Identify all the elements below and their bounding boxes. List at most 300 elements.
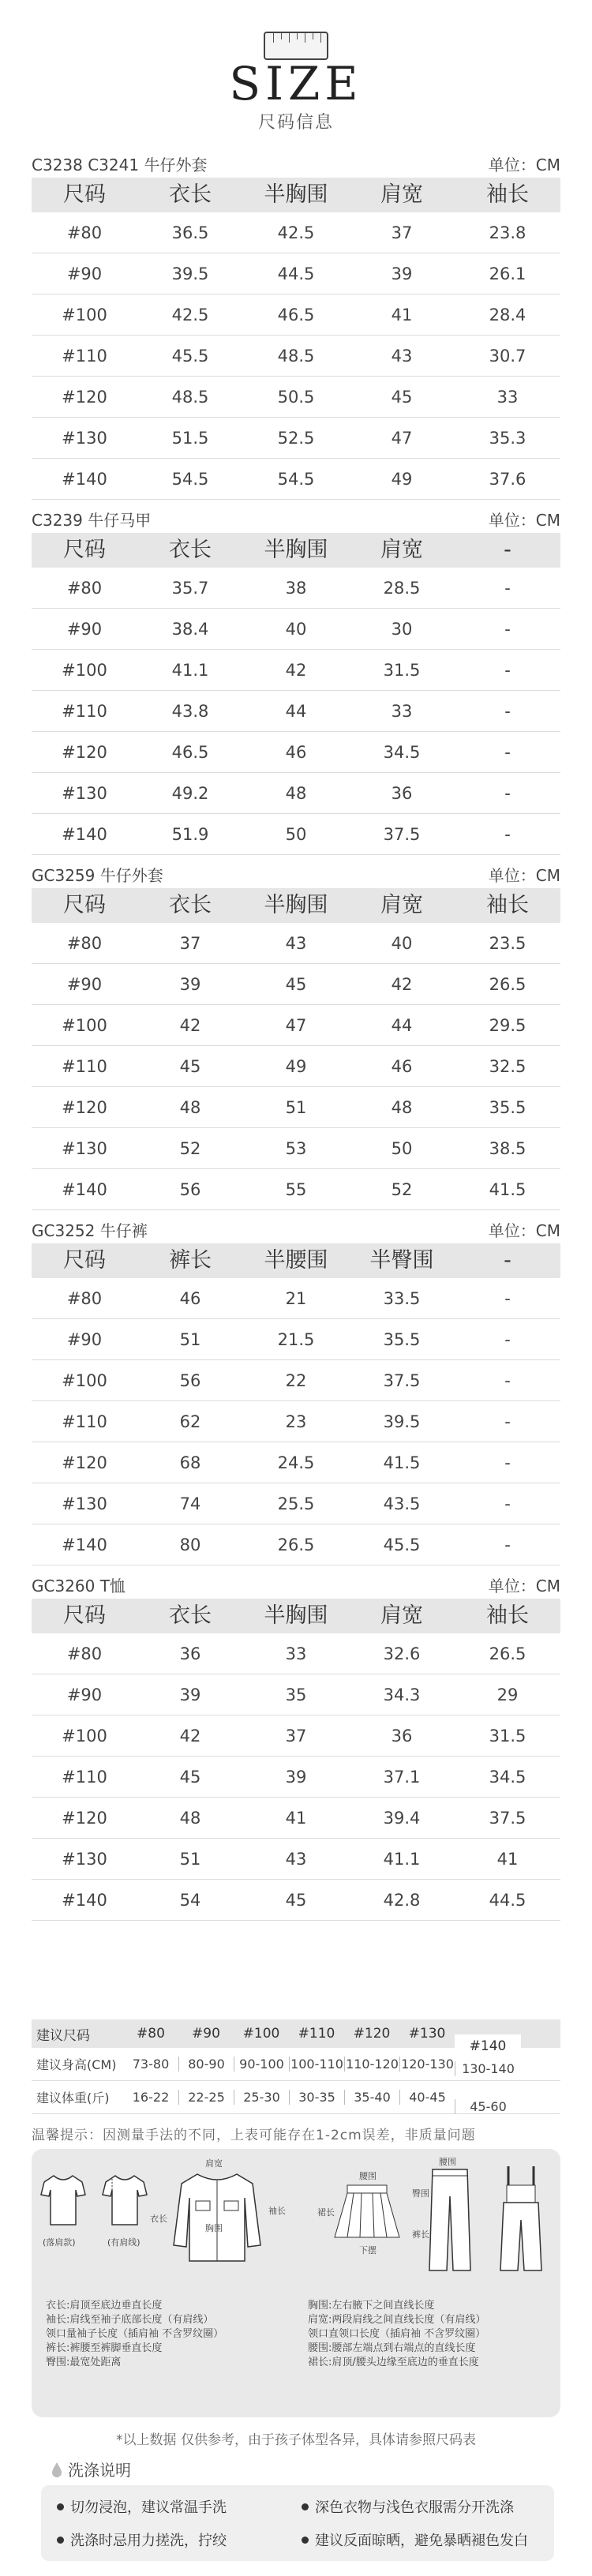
recommend-height: 90-100 xyxy=(234,2057,289,2072)
table-cell: 30.7 xyxy=(489,347,526,366)
table-cell: #140 xyxy=(62,825,107,844)
table-cell: #120 xyxy=(62,1809,107,1828)
table-cell: - xyxy=(504,1494,511,1513)
table-cell: 22 xyxy=(285,1371,307,1390)
table-cell: #120 xyxy=(62,388,107,407)
table-cell: #120 xyxy=(62,1453,107,1472)
pants-icon xyxy=(426,2165,474,2275)
tshirt-drop-shoulder-icon xyxy=(39,2173,87,2229)
table-cell: - xyxy=(504,579,511,598)
wash-instructions xyxy=(41,2485,554,2561)
pants-length-label: 裤长 xyxy=(412,2229,429,2240)
table-cell: 43.5 xyxy=(383,1494,421,1513)
size-subtitle: 尺码信息 xyxy=(257,113,334,133)
definition: 腰围:腰部左端点到右端点的直线长度 xyxy=(308,2342,476,2354)
table-cell: 23 xyxy=(285,1412,307,1431)
table-cell: #120 xyxy=(62,743,107,762)
table-cell: 29 xyxy=(496,1685,519,1704)
table-cell: 34.3 xyxy=(383,1685,421,1704)
table-cell: 41 xyxy=(391,306,413,324)
table-cell: 42 xyxy=(179,1727,201,1745)
hem-label: 下摆 xyxy=(359,2245,377,2255)
table-cell: 44 xyxy=(391,1016,413,1035)
table-cell: - xyxy=(504,1371,511,1390)
column-header: 半胸围 xyxy=(264,1603,328,1628)
table-cell: - xyxy=(504,1535,511,1554)
table-cell: 49 xyxy=(391,470,413,489)
table-header xyxy=(32,533,560,568)
column-header: 衣长 xyxy=(169,182,212,207)
table-cell: #120 xyxy=(62,1098,107,1117)
unit-label: 单位：CM xyxy=(488,156,560,174)
table-cell: 51.5 xyxy=(171,429,209,448)
table-cell: 56 xyxy=(179,1371,201,1390)
table-cell: 48.5 xyxy=(171,388,209,407)
table-cell: 48 xyxy=(179,1809,201,1828)
definition: 胸围:左右腋下之间直线长度 xyxy=(308,2300,435,2312)
table-row xyxy=(32,459,560,500)
table-cell: #140 xyxy=(62,1891,107,1910)
table-cell: 42.5 xyxy=(171,306,209,324)
table-cell: 45 xyxy=(179,1768,201,1787)
table-cell: 41.1 xyxy=(171,661,209,680)
column-header: 衣长 xyxy=(169,538,212,562)
table-cell: 40 xyxy=(285,620,307,639)
table-cell: 38.5 xyxy=(489,1139,526,1158)
section-header xyxy=(32,501,560,533)
recommend-height: 110-120 xyxy=(344,2057,399,2072)
table-cell: 29.5 xyxy=(489,1016,526,1035)
table-cell: 43 xyxy=(391,347,413,366)
table-cell: 62 xyxy=(179,1412,201,1431)
section-header xyxy=(32,1212,560,1243)
table-cell: - xyxy=(504,1453,511,1472)
table-cell: 41.1 xyxy=(383,1850,421,1869)
recommend-height: 80-90 xyxy=(178,2057,234,2072)
table-row xyxy=(32,1005,560,1046)
bullet-icon xyxy=(302,2537,309,2544)
column-header: 尺码 xyxy=(63,893,106,917)
recommend-table xyxy=(32,2019,560,2114)
table-cell: 41.5 xyxy=(489,1180,526,1199)
shoulder-label: 肩宽 xyxy=(205,2158,223,2169)
column-header: 肩宽 xyxy=(380,538,423,562)
definition: 袖长:肩线至袖子底部长度（有肩线） xyxy=(46,2314,214,2326)
table-cell: 52.5 xyxy=(277,429,315,448)
recommend-size: #130 xyxy=(408,2026,446,2042)
table-cell: #90 xyxy=(66,1330,103,1349)
table-row xyxy=(32,1483,560,1524)
skirt-length-label: 裙长 xyxy=(317,2207,335,2218)
definition: 领口量袖子长度（插肩袖 不含罗纹圈） xyxy=(46,2328,224,2340)
table-cell: #90 xyxy=(66,1685,103,1704)
table-cell: 41 xyxy=(285,1809,307,1828)
table-cell: 37.5 xyxy=(489,1809,526,1828)
definition: 裤长:裤腰至裤脚垂直长度 xyxy=(46,2342,163,2354)
table-row xyxy=(32,691,560,732)
table-cell: 32.6 xyxy=(383,1644,421,1663)
table-cell: - xyxy=(504,1412,511,1431)
table-row xyxy=(32,1757,560,1798)
table-cell: 44 xyxy=(285,702,307,721)
recommend-weight: 35-40 xyxy=(344,2090,399,2105)
table-cell: #140 xyxy=(62,1180,107,1199)
table-cell: #110 xyxy=(62,702,107,721)
table-cell: 45 xyxy=(285,1891,307,1910)
table-cell: 54.5 xyxy=(277,470,315,489)
table-cell: #100 xyxy=(62,1727,107,1745)
table-cell: - xyxy=(504,825,511,844)
table-cell: #140 xyxy=(62,470,107,489)
table-cell: 40 xyxy=(391,934,413,953)
table-cell: 37 xyxy=(179,934,201,953)
column-header: 肩宽 xyxy=(380,893,423,917)
column-header: 袖长 xyxy=(486,1603,529,1628)
table-cell: 44.5 xyxy=(277,264,315,283)
table-row xyxy=(32,1319,560,1360)
wash-item-text: 洗涤时忌用力搓洗，拧绞 xyxy=(70,2533,227,2549)
table-cell: 48 xyxy=(285,784,307,803)
column-header: - xyxy=(504,538,511,562)
table-cell: 51 xyxy=(179,1850,201,1869)
table-cell: 21.5 xyxy=(277,1330,315,1349)
table-cell: 49.2 xyxy=(171,784,209,803)
table-cell: 36 xyxy=(179,1644,201,1663)
table-cell: #110 xyxy=(62,347,107,366)
table-row xyxy=(32,1715,560,1757)
table-row xyxy=(32,1839,560,1880)
table-cell: 34.5 xyxy=(383,743,421,762)
table-header xyxy=(32,1243,560,1278)
table-cell: 38.4 xyxy=(171,620,209,639)
recommend-weight-label: 建议体重(斤) xyxy=(36,2090,110,2105)
recommend-size: #110 xyxy=(298,2026,335,2042)
table-cell: 45.5 xyxy=(171,347,209,366)
table-row xyxy=(32,253,560,294)
waist-label: 腰围 xyxy=(359,2171,377,2181)
table-cell: 31.5 xyxy=(383,661,421,680)
table-cell: 33 xyxy=(496,388,519,407)
ruler-icon xyxy=(264,32,328,60)
table-cell: 39.5 xyxy=(383,1412,421,1431)
unit-label: 单位：CM xyxy=(488,1221,560,1240)
section-header xyxy=(32,146,560,178)
table-row xyxy=(32,568,560,609)
table-cell: #100 xyxy=(62,661,107,680)
table-row xyxy=(32,336,560,377)
table-cell: 43.8 xyxy=(171,702,209,721)
recommend-size: #120 xyxy=(353,2026,391,2042)
column-header: 半胸围 xyxy=(264,182,328,207)
wash-item xyxy=(57,2529,227,2550)
table-cell: 44.5 xyxy=(489,1891,526,1910)
table-cell: 42.5 xyxy=(277,223,315,242)
table-cell: 41.5 xyxy=(383,1453,421,1472)
table-cell: 36 xyxy=(391,784,413,803)
table-cell: - xyxy=(504,661,511,680)
table-cell: 42 xyxy=(285,661,307,680)
table-cell: 56 xyxy=(179,1180,201,1199)
table-cell: 54 xyxy=(179,1891,201,1910)
product-title: C3239 牛仔马甲 xyxy=(32,511,152,530)
table-cell: #130 xyxy=(62,1850,107,1869)
table-cell: 35.5 xyxy=(383,1330,421,1349)
sleeve-label: 袖长 xyxy=(268,2206,286,2216)
recommend-height-label: 建议身高(CM) xyxy=(36,2057,117,2072)
table-cell: 46.5 xyxy=(171,743,209,762)
recommend-size-label: 建议尺码 xyxy=(36,2027,90,2044)
table-cell: #80 xyxy=(66,934,103,953)
table-row xyxy=(32,1798,560,1839)
product-title: GC3259 牛仔外套 xyxy=(32,866,163,885)
table-cell: 45 xyxy=(179,1057,201,1076)
product-title: GC3260 T恤 xyxy=(32,1577,126,1595)
table-cell: #130 xyxy=(62,1139,107,1158)
column-header: 肩宽 xyxy=(380,182,423,207)
table-row xyxy=(32,609,560,650)
skirt-icon xyxy=(332,2180,403,2244)
unit-label: 单位：CM xyxy=(488,511,560,530)
unit-label: 单位：CM xyxy=(488,866,560,885)
table-row xyxy=(32,418,560,459)
definition: 臀围:最宽处距离 xyxy=(46,2357,122,2368)
measurement-diagram xyxy=(32,2149,560,2417)
recommend-weight: 40-45 xyxy=(399,2090,455,2105)
column-header: 尺码 xyxy=(63,1248,106,1273)
table-cell: 28.4 xyxy=(489,306,526,324)
table-cell: #90 xyxy=(66,975,103,994)
size-table-section xyxy=(32,1567,560,1921)
table-row xyxy=(32,923,560,964)
table-header xyxy=(32,888,560,923)
table-cell: 52 xyxy=(179,1139,201,1158)
column-header: 衣长 xyxy=(169,1603,212,1628)
table-row xyxy=(32,1046,560,1087)
table-row xyxy=(32,773,560,814)
table-cell: 28.5 xyxy=(383,579,421,598)
table-cell: #130 xyxy=(62,429,107,448)
table-cell: 26.1 xyxy=(489,264,526,283)
tshirt-set-shoulder-icon xyxy=(101,2173,148,2229)
table-cell: - xyxy=(504,1330,511,1349)
table-row xyxy=(32,1278,560,1319)
recommend-size: #100 xyxy=(242,2026,280,2042)
table-row xyxy=(32,1128,560,1169)
table-cell: #130 xyxy=(62,784,107,803)
table-cell: #100 xyxy=(62,1016,107,1035)
drop-shoulder-label: (落肩款) xyxy=(43,2237,76,2248)
table-row xyxy=(32,814,560,855)
definitions-right xyxy=(308,2299,553,2370)
bullet-icon xyxy=(57,2503,64,2510)
table-cell: 24.5 xyxy=(277,1453,315,1472)
table-cell: 45 xyxy=(391,388,413,407)
table-cell: 50 xyxy=(391,1139,413,1158)
table-cell: - xyxy=(504,743,511,762)
column-header: 袖长 xyxy=(486,182,529,207)
table-cell: 30 xyxy=(391,620,413,639)
unit-label: 单位：CM xyxy=(488,1577,560,1595)
table-cell: 50.5 xyxy=(277,388,315,407)
table-cell: 48.5 xyxy=(277,347,315,366)
table-cell: 34.5 xyxy=(489,1768,526,1787)
table-cell: 80 xyxy=(179,1535,201,1554)
table-cell: 46 xyxy=(285,743,307,762)
column-header: 尺码 xyxy=(63,1603,106,1628)
section-header xyxy=(32,1567,560,1599)
table-header xyxy=(32,178,560,212)
chest-label: 胸围 xyxy=(205,2223,223,2233)
table-cell: 23.8 xyxy=(489,223,526,242)
table-cell: #140 xyxy=(62,1535,107,1554)
size-header xyxy=(0,0,592,146)
definitions-left xyxy=(46,2299,290,2370)
table-row xyxy=(32,377,560,418)
table-cell: #80 xyxy=(66,579,103,598)
table-cell: #130 xyxy=(62,1494,107,1513)
table-cell: 26.5 xyxy=(489,975,526,994)
table-cell: 37 xyxy=(285,1727,307,1745)
recommend-height: 120-130 xyxy=(399,2057,455,2072)
table-cell: 26.5 xyxy=(489,1644,526,1663)
table-cell: #80 xyxy=(66,223,103,242)
recommend-weight: 30-35 xyxy=(289,2090,344,2105)
table-cell: 49 xyxy=(285,1057,307,1076)
table-cell: 37.1 xyxy=(383,1768,421,1787)
table-cell: - xyxy=(504,1289,511,1308)
table-cell: 48 xyxy=(179,1098,201,1117)
table-cell: 33 xyxy=(285,1644,307,1663)
table-row xyxy=(32,1169,560,1210)
recommend-size: #140 xyxy=(455,2034,521,2058)
table-row xyxy=(32,1087,560,1128)
table-cell: 36.5 xyxy=(171,223,209,242)
table-cell: 46.5 xyxy=(277,306,315,324)
table-cell: 39 xyxy=(179,1685,201,1704)
table-row xyxy=(32,1360,560,1401)
column-header: 肩宽 xyxy=(380,1603,423,1628)
table-cell: #100 xyxy=(62,1371,107,1390)
table-cell: 37.5 xyxy=(383,825,421,844)
column-header: 衣长 xyxy=(169,893,212,917)
table-cell: 48 xyxy=(391,1098,413,1117)
table-cell: 38 xyxy=(285,579,307,598)
table-row xyxy=(32,1442,560,1483)
column-header: 半胸围 xyxy=(264,893,328,917)
table-cell: #80 xyxy=(66,1644,103,1663)
definition: 领口直领口长度（插肩袖 不含罗纹圈） xyxy=(308,2328,486,2340)
recommend-weight: 25-30 xyxy=(234,2090,289,2105)
recommend-height: 130-140 xyxy=(455,2061,521,2076)
recommend-weight-row xyxy=(32,2081,560,2114)
table-cell: 35.5 xyxy=(489,1098,526,1117)
column-header: - xyxy=(504,1248,511,1273)
table-cell: 25.5 xyxy=(277,1494,315,1513)
wash-item xyxy=(302,2496,514,2517)
table-cell: 74 xyxy=(179,1494,201,1513)
table-row xyxy=(32,212,560,253)
table-header xyxy=(32,1599,560,1633)
table-cell: 36 xyxy=(391,1727,413,1745)
table-row xyxy=(32,732,560,773)
table-cell: 33 xyxy=(391,702,413,721)
table-cell: 39.5 xyxy=(171,264,209,283)
table-cell: 42.8 xyxy=(383,1891,421,1910)
bullet-icon xyxy=(57,2537,64,2544)
table-cell: 45.5 xyxy=(383,1535,421,1554)
column-header: 半腰围 xyxy=(264,1248,328,1273)
table-cell: 50 xyxy=(285,825,307,844)
table-row xyxy=(32,964,560,1005)
table-cell: #110 xyxy=(62,1768,107,1787)
bullet-icon xyxy=(302,2503,309,2510)
definition: 肩宽:两段肩线之间直线长度（有肩线） xyxy=(308,2314,486,2326)
table-row xyxy=(32,1401,560,1442)
table-cell: 47 xyxy=(285,1016,307,1035)
table-cell: 53 xyxy=(285,1139,307,1158)
recommend-height: 100-110 xyxy=(289,2057,344,2072)
definition: 裙长:肩顶/腰头边缘至底边的垂直长度 xyxy=(308,2357,479,2368)
column-header: 裤长 xyxy=(169,1248,212,1273)
jacket-icon xyxy=(166,2166,268,2269)
table-cell: 45 xyxy=(285,975,307,994)
table-cell: 51 xyxy=(285,1098,307,1117)
table-cell: 35 xyxy=(285,1685,307,1704)
column-header: 袖长 xyxy=(486,893,529,917)
wash-item xyxy=(57,2496,227,2517)
table-cell: 26.5 xyxy=(277,1535,315,1554)
table-cell: 21 xyxy=(285,1289,307,1308)
table-cell: 37 xyxy=(391,223,413,242)
wash-item-text: 深色衣物与浅色衣服需分开洗涤 xyxy=(315,2499,514,2516)
wash-title-text: 洗涤说明 xyxy=(68,2461,131,2480)
table-cell: - xyxy=(504,702,511,721)
product-title: GC3252 牛仔裤 xyxy=(32,1221,148,1240)
table-cell: 68 xyxy=(179,1453,201,1472)
table-cell: 41 xyxy=(496,1850,519,1869)
recommend-weight: 45-60 xyxy=(455,2099,521,2114)
table-cell: #90 xyxy=(66,264,103,283)
table-cell: 39.4 xyxy=(383,1809,421,1828)
length-label: 衣长 xyxy=(150,2214,167,2224)
table-cell: 43 xyxy=(285,1850,307,1869)
size-table-section xyxy=(32,857,560,1210)
wash-item xyxy=(302,2529,528,2550)
table-cell: 46 xyxy=(391,1057,413,1076)
table-cell: 35.7 xyxy=(171,579,209,598)
table-row xyxy=(32,1880,560,1921)
column-header: 尺码 xyxy=(63,182,106,207)
product-title: C3238 C3241 牛仔外套 xyxy=(32,156,208,174)
table-cell: 39 xyxy=(285,1768,307,1787)
table-cell: 37.6 xyxy=(489,470,526,489)
table-cell: 55 xyxy=(285,1180,307,1199)
table-cell: 43 xyxy=(285,934,307,953)
recommend-weight: 16-22 xyxy=(132,2090,170,2105)
table-cell: #100 xyxy=(62,306,107,324)
table-cell: 42 xyxy=(179,1016,201,1035)
column-header: 半臀围 xyxy=(369,1248,434,1273)
table-row xyxy=(32,294,560,336)
table-cell: #110 xyxy=(62,1057,107,1076)
pants-waist-label: 腰围 xyxy=(439,2157,456,2167)
table-cell: 32.5 xyxy=(489,1057,526,1076)
table-row xyxy=(32,1524,560,1565)
table-row xyxy=(32,650,560,691)
hip-label: 臀围 xyxy=(412,2188,429,2199)
wash-item-text: 切勿浸泡，建议常温手洗 xyxy=(70,2499,227,2516)
table-row xyxy=(32,1633,560,1674)
